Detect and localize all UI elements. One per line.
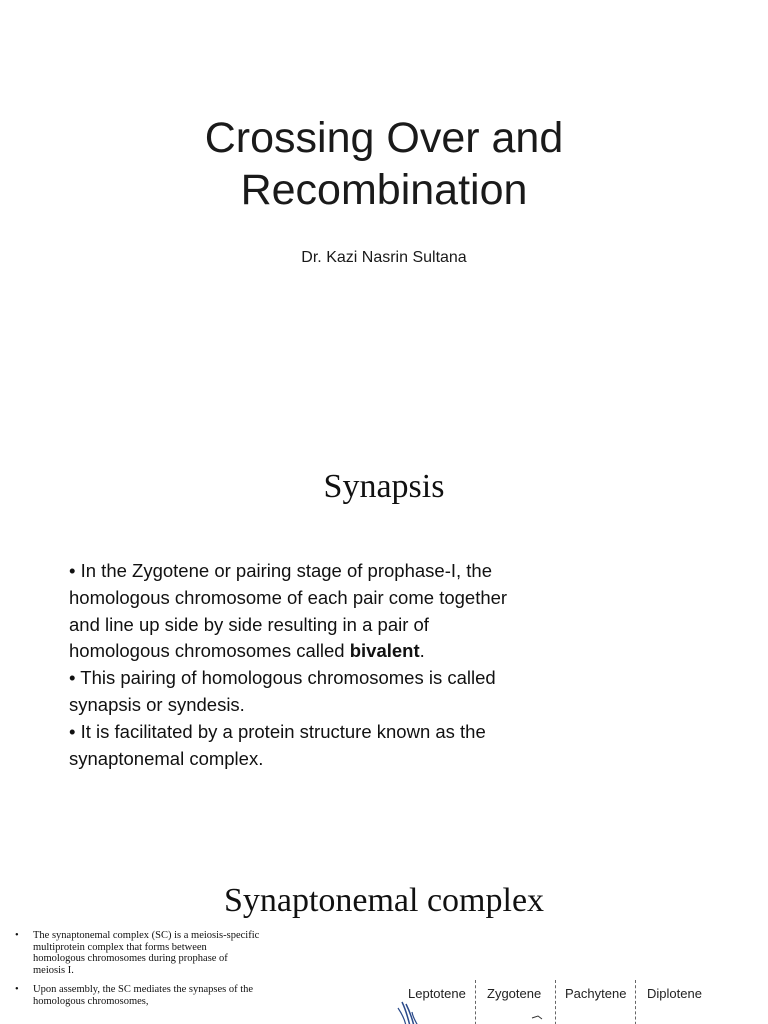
stage-divider xyxy=(635,980,636,1024)
synaptonemal-slide xyxy=(0,870,768,1024)
title-slide xyxy=(0,0,768,420)
title-line-1: Crossing Over and xyxy=(204,114,564,162)
presentation-title xyxy=(0,112,768,216)
stage-label-leptotene: Leptotene xyxy=(408,986,466,1001)
synaptonemal-bullets xyxy=(15,930,260,1015)
title-line-2: Recombination xyxy=(240,166,528,214)
author-name: Dr. Kazi Nasrin Sultana xyxy=(301,249,467,266)
synapsis-bullet-2: • This pairing of homologous chromosomes is called synapsis or syndesis. xyxy=(69,667,496,715)
synaptonemal-title: Synaptonemal complex xyxy=(223,882,545,919)
stage-label-zygotene: Zygotene xyxy=(487,986,542,1001)
stage-label-diplotene: Diplotene xyxy=(647,986,702,1001)
synapsis-slide xyxy=(0,430,768,850)
bullet-1-end: . xyxy=(419,640,425,662)
synapsis-title: Synapsis xyxy=(323,468,445,505)
synapsis-body xyxy=(69,558,529,772)
synaptonemal-bullet: • Upon assembly, the SC mediates the synapses of the homologous chromosomes, xyxy=(15,984,260,1007)
synapsis-bullet-1 xyxy=(69,558,529,665)
synaptonemal-bullet: • The synaptonemal complex (SC) is a meiosis-specific multiprotein complex that forms between homologous chromosomes during prophase of meiosis I. xyxy=(15,930,260,976)
chromosome-drawing-icon xyxy=(372,998,572,1024)
synapsis-bullet-3: • It is facilitated by a protein structure known as the synaptonemal complex. xyxy=(69,720,486,769)
stage-label-pachytene: Pachytene xyxy=(565,986,627,1001)
bullet-1-text: • In the Zygotene or pairing stage of prophase-I, the homologous chromosome of each pair come together and line up side by side resulting in a pair of homologous chromosomes called xyxy=(69,560,508,662)
bivalent-term: bivalent xyxy=(349,640,420,662)
